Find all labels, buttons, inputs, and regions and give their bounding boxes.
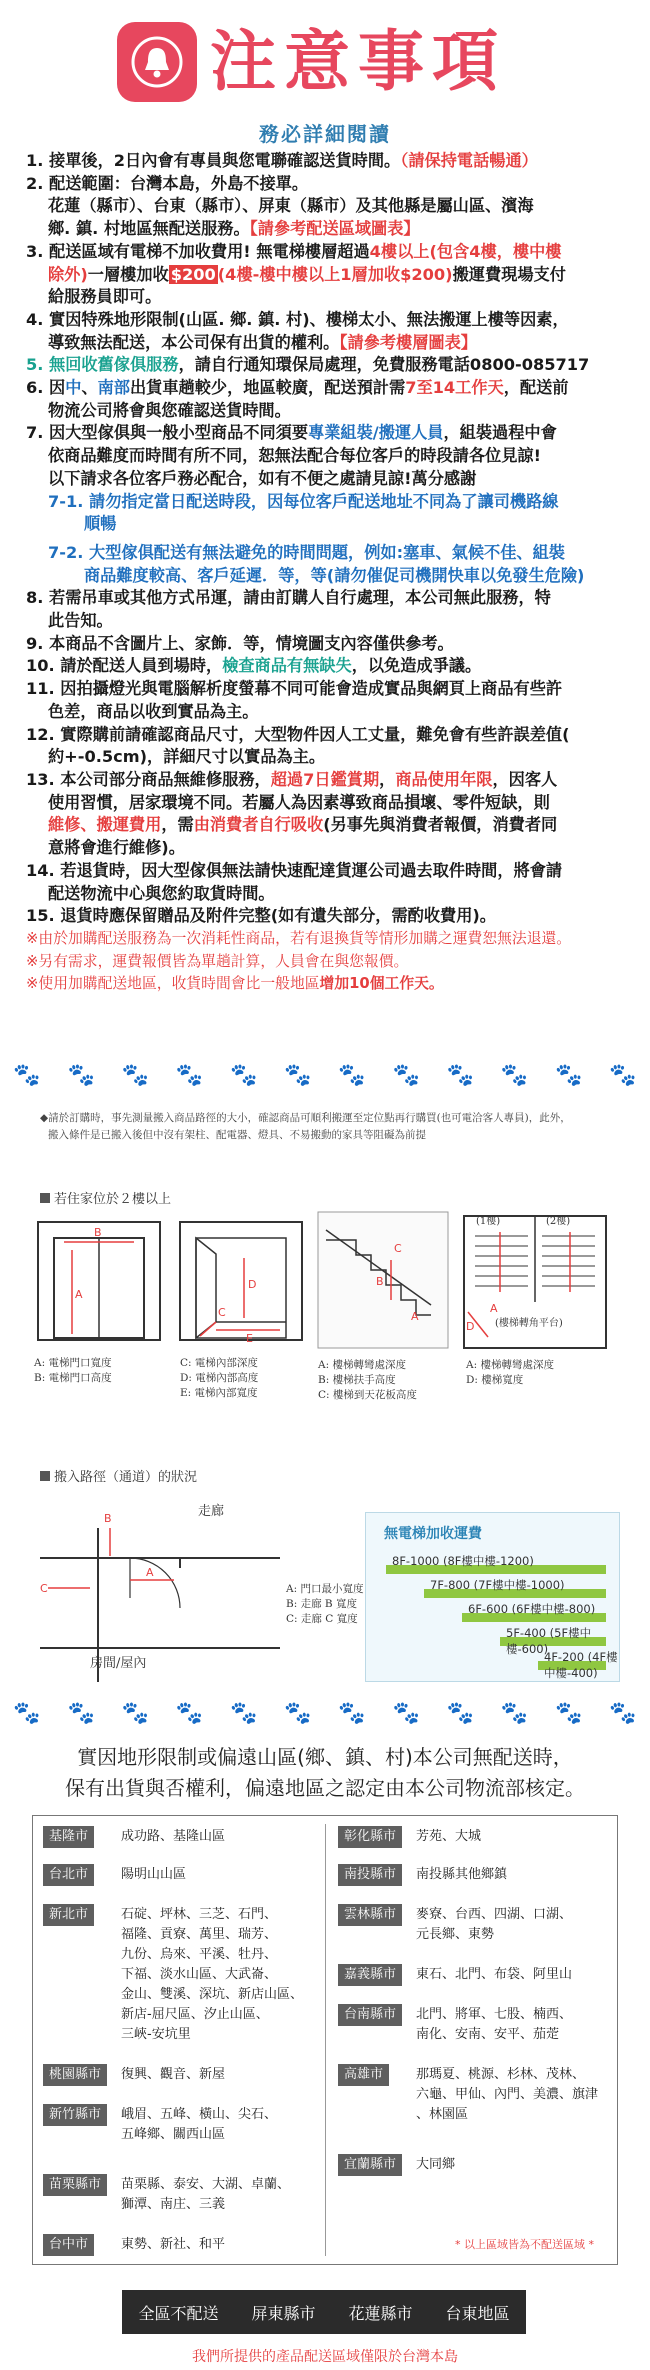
paw-icon: 🐾 <box>284 1700 312 1726</box>
stairs-side-captions: A: 樓梯轉彎處深度 B: 樓梯扶手高度 C: 樓梯到天花板高度 <box>318 1359 417 1401</box>
svg-text:A: A <box>490 1302 498 1315</box>
paw-icon: 🐾 <box>230 1700 258 1726</box>
svg-text:B: B <box>376 1275 384 1288</box>
note-3: 3. 配送區域有電梯不加收費用! 無電梯樓層超過4樓以上(包含4樓，樓中樓 <box>26 241 562 261</box>
floor-1-label: (1樓) <box>476 1216 501 1227</box>
excluded-region: 台東地區 <box>445 2303 510 2323</box>
paw-icon: 🐾 <box>121 1700 150 1726</box>
note-4: 4. 實因特殊地形限制(山區. 鄉. 鎮. 村)、樓梯太小、無法搬運上樓等因素， <box>26 309 569 329</box>
stairs-top-diagram <box>460 1212 610 1352</box>
elevator-door-captions: A: 電梯門口寬度 B: 電梯門口高度 <box>34 1357 112 1384</box>
paw-icon: 🐾 <box>13 1062 41 1088</box>
excluded-region: 屏東縣市 <box>251 2303 316 2323</box>
area-city-tag: 苗栗縣市 <box>43 2174 107 2196</box>
elevator-fee-panel <box>365 1512 620 1682</box>
stairs-side-diagram <box>316 1210 450 1350</box>
landing-label: (樓梯轉角平台) <box>495 1318 563 1329</box>
area-city-tag: 新北市 <box>43 1904 94 1926</box>
paw-icon: 🐾 <box>554 1700 583 1726</box>
note-2: 2. 配送範圍：台灣本島，外島不接單。 <box>26 173 309 193</box>
area-city-tag: 宜蘭縣市 <box>338 2154 402 2176</box>
paw-icon: 🐾 <box>175 1700 204 1726</box>
area-places: 北門、將軍、七股、楠西、 南化、安南、安平、茄萣 <box>416 2007 573 2042</box>
area-places: 苗栗縣、泰安、大湖、卓蘭、 獅潭、南庄、三義 <box>121 2177 291 2212</box>
paw-icon: 🐾 <box>500 1700 529 1726</box>
area-places: 大同鄉 <box>416 2157 456 2172</box>
fee-row: 8F-1000 (8F樓中樓-1200) <box>392 1554 534 1568</box>
note-13-line2: 使用習慣，居家環境不同。若屬人為因素導致商品損壞、零件短缺，則 <box>48 792 550 812</box>
note-7-line2: 依商品難度而時間有所不同，恕無法配合每位客戶的時段請各位見諒! <box>48 446 542 466</box>
note-13-line4: 意將會進行維修)。 <box>48 838 185 858</box>
note-2-line3: 鄉. 鎮. 村地區無配送服務。【請參考配送區域圖表】 <box>48 219 420 239</box>
note-7-1: 7-1. 請勿指定當日配送時段，因每位客戶配送地址不同為了讓司機路線 <box>48 491 559 511</box>
fee-row: 4F-200 (4F樓中樓-400) <box>544 1650 618 1680</box>
room-label: 房間/屋內 <box>90 1656 147 1671</box>
note-8-line2: 此告知。 <box>48 611 113 631</box>
paw-icon: 🐾 <box>392 1700 420 1726</box>
svg-text:C: C <box>218 1306 226 1319</box>
area-places: 東勢、新社、和平 <box>121 2237 226 2252</box>
measurement-note: ◆請於訂購時，事先測量搬入商品路徑的大小，確認商品可順利搬運至定位點再行購買(也可電洽客人專員)，此外， 搬入條件是已搬入後但中沒有架柱、配電器、燈具、不易搬動的家具等阻礙為前提 <box>40 1112 571 1141</box>
paw-icon: 🐾 <box>230 1062 258 1088</box>
area-places: 芳苑、大城 <box>416 1829 482 1844</box>
area-places: 南投縣其他鄉鎮 <box>416 1867 508 1882</box>
paw-icon: 🐾 <box>554 1062 583 1088</box>
note-7-2: 7-2. 大型傢俱配送有無法避免的時間問題，例如:塞車、氣候不佳、組裝 <box>48 542 565 562</box>
no-delivery-area-table <box>32 1815 618 2265</box>
paw-icon: 🐾 <box>609 1700 637 1726</box>
area-city-tag: 台北市 <box>43 1864 94 1886</box>
excluded-region: 全區不配送 <box>138 2303 219 2323</box>
paw-icon: 🐾 <box>338 1700 366 1726</box>
note-1: 1. 接單後，2日內會有專員與您電聯確認送貨時間。（請保持電話暢通） <box>26 151 538 170</box>
paw-icon: 🐾 <box>284 1062 312 1088</box>
svg-text:D: D <box>248 1278 257 1291</box>
note-7: 7. 因大型傢俱與一般小型商品不同須要專業組裝/搬運人員，組裝過程中會 <box>26 423 557 443</box>
paw-icon: 🐾 <box>609 1062 637 1088</box>
fee-row: 7F-800 (7F樓中樓-1000) <box>430 1578 565 1592</box>
fee-row: 5F-400 (5F樓中樓-600) <box>506 1626 592 1656</box>
area-city-tag: 台南縣市 <box>338 2004 402 2026</box>
area-city-tag: 高雄市 <box>338 2064 389 2086</box>
note-7-1-line2: 順暢 <box>84 514 117 534</box>
area-places: 東石、北門、布袋、阿里山 <box>416 1967 573 1982</box>
note-12: 12. 實際購前請確認商品尺寸，大型物件因人工丈量，難免會有些許誤差值( <box>26 724 570 744</box>
svg-text:A: A <box>411 1310 419 1323</box>
path-captions: A: 門口最小寬度 B: 走廊 B 寬度 C: 走廊 C 寬度 <box>286 1583 364 1625</box>
area-city-tag: 嘉義縣市 <box>338 1964 402 1986</box>
area-city-tag: 南投縣市 <box>338 1864 402 1886</box>
paw-icon: 🐾 <box>338 1062 366 1088</box>
note-5: 5. 無回收舊傢俱服務，請自行通知環保局處理，免費服務電話0800-085717 <box>26 355 590 375</box>
paw-icon: 🐾 <box>121 1062 150 1088</box>
page-title: 注意事項 <box>210 23 506 100</box>
area-places: 成功路、基隆山區 <box>121 1829 226 1844</box>
fee-title: 無電梯加收運費 <box>384 1526 482 1542</box>
elevator-interior-captions: C: 電梯內部深度 D: 電梯內部高度 E: 電梯內部寬度 <box>180 1357 259 1399</box>
paw-icon: 🐾 <box>446 1700 475 1726</box>
table-note: * 以上區域皆為不配送區域 * <box>455 2238 594 2251</box>
svg-text:C: C <box>394 1242 402 1255</box>
paw-icon: 🐾 <box>500 1062 529 1088</box>
svg-text:C: C <box>40 1582 48 1595</box>
note-6-line2: 物流公司將會與您確認送貨時間。 <box>48 400 291 420</box>
svg-text:A: A <box>75 1288 83 1301</box>
area-places: 復興、觀音、新屋 <box>121 2067 226 2082</box>
note-12-line2: 約+-0.5cm)，詳細尺寸以實品為主。 <box>48 747 326 767</box>
paw-icon: 🐾 <box>67 1062 95 1088</box>
excluded-region: 花蓮縣市 <box>348 2303 413 2323</box>
bell-icon <box>117 22 197 102</box>
area-places: 麥寮、台西、四湖、口湖、 元長鄉、東勢 <box>416 1907 573 1942</box>
area-city-tag: 基隆市 <box>43 1826 94 1848</box>
area-city-tag: 桃園縣市 <box>43 2064 107 2086</box>
paw-divider-2 <box>0 1700 650 1726</box>
footer-note: 我們所提供的產品配送區域僅限於台灣本島 <box>192 2349 458 2365</box>
note-2-line2: 花蓮（縣市）、台東（縣市）、屏東（縣市）及其他縣是屬山區、濱海 <box>48 196 534 216</box>
note-10: 10. 請於配送人員到場時，檢查商品有無缺失，以免造成爭議。 <box>26 656 482 676</box>
note-7-2-line2: 商品難度較高、客戶延遲．等，等(請勿催促司機開快車以免發生危險) <box>84 565 585 585</box>
area-places: 陽明山山區 <box>121 1867 187 1882</box>
note-8: 8. 若需吊車或其他方式吊運，請由訂購人自行處理，本公司無此服務，特 <box>26 588 551 608</box>
area-city-tag: 彰化縣市 <box>338 1826 402 1848</box>
elevator-interior-diagram <box>176 1218 308 1348</box>
area-places: 那瑪夏、桃源、杉林、茂林、 六龜、甲仙、內門、美濃、旗津 、林園區 <box>416 2067 599 2122</box>
square-icon <box>40 1471 50 1481</box>
note-14: 14. 若退貨時，因大型傢俱無法請快速配達貨運公司過去取件時間，將會請 <box>26 860 563 880</box>
area-city-tag: 雲林縣市 <box>338 1904 402 1926</box>
page-subtitle: 務必詳細閱讀 <box>259 122 391 146</box>
floor-2-label: (2樓) <box>546 1216 571 1227</box>
note-6: 6. 因中、南部出貨車趟較少，地區較廣，配送預計需7至14工作天，配送前 <box>26 378 569 398</box>
paw-divider-1 <box>0 1062 650 1088</box>
corridor-label: 走廊 <box>198 1504 225 1519</box>
path-diagram <box>40 1498 280 1682</box>
warning-2: ※另有需求，運費報價皆為單趟計算，人員會在與您報價。 <box>26 952 409 970</box>
square-icon <box>40 1193 50 1203</box>
paw-icon: 🐾 <box>13 1700 41 1726</box>
remote-area-banner: 實因地形限制或偏遠山區(鄉、鎮、村)本公司無配送時， 保有出貨與否權利，偏遠地區之認定由本公司物流部核定。 <box>65 1745 585 1800</box>
paw-icon: 🐾 <box>175 1062 204 1088</box>
note-11-line2: 色差，商品以收到實品為主。 <box>48 701 259 721</box>
excluded-regions-bar <box>122 2290 526 2334</box>
note-4-line2: 導致無法配送，本公司保有出貨的權利。【請參考樓層圖表】 <box>48 332 477 352</box>
svg-text:D: D <box>466 1320 475 1333</box>
section-title-upstairs: 若住家位於２樓以上 <box>40 1188 171 1207</box>
header <box>0 0 650 150</box>
svg-text:A: A <box>146 1566 154 1579</box>
area-city-tag: 台中市 <box>43 2234 94 2256</box>
warning-1: ※由於加購配送服務為一次消耗性商品，若有退換貨等情形加購之運費恕無法退還。 <box>26 929 572 947</box>
note-11: 11. 因拍攝燈光與電腦解析度螢幕不同可能會造成實品與網頁上商品有些許 <box>26 679 563 699</box>
area-places: 石碇、坪林、三芝、石門、 福隆、貢寮、萬里、瑞芳、 九份、烏來、平溪、牡丹、 下福、淡水山區、大武崙、 金山、雙溪、深坑、新店山區、 新店-屈尺區、汐止山區、 三峽-安坑里 <box>121 1907 304 2042</box>
paw-icon: 🐾 <box>392 1062 420 1088</box>
warning-3: ※使用加購配送地區，收貨時間會比一般地區增加10個工作天。 <box>26 975 444 993</box>
svg-text:B: B <box>94 1226 102 1239</box>
area-places: 峨眉、五峰、橫山、尖石、 五峰鄉、關西山區 <box>121 2107 278 2142</box>
note-15: 15. 退貨時應保留贈品及附件完整(如有遺失部分，需酌收費用)。 <box>26 906 496 926</box>
note-14-line2: 配送物流中心與您約取貨時間。 <box>48 883 275 903</box>
section-title-path: 搬入路徑（通道）的狀況 <box>40 1466 197 1485</box>
note-13-line3: 維修、搬運費用，需由消費者自行吸收(另事先與消費者報價，消費者同 <box>48 815 558 835</box>
fee-row: 6F-600 (6F樓中樓-800) <box>468 1602 596 1616</box>
area-city-tag: 新竹縣市 <box>43 2104 107 2126</box>
note-9: 9. 本商品不含圖片上、家飾．等，情境圖支內容僅供參考。 <box>26 633 454 653</box>
paw-icon: 🐾 <box>67 1700 95 1726</box>
stairs-top-captions: A: 樓梯轉彎處深度 D: 樓梯寬度 <box>466 1359 554 1386</box>
note-13: 13. 本公司部分商品無維修服務，超過7日鑑賞期，商品使用年限，因客人 <box>26 769 558 789</box>
svg-text:B: B <box>104 1512 112 1525</box>
paw-icon: 🐾 <box>446 1062 475 1088</box>
svg-text:E: E <box>246 1332 253 1345</box>
note-7-line3: 以下請求各位客戶務必配合，如有不便之處請見諒!萬分感謝 <box>48 468 477 488</box>
note-3-line2: 除外)一層樓加收 $200 (4樓-樓中樓以上1層加收$200)搬運費現場支付 <box>48 264 566 284</box>
notes-list <box>26 150 630 996</box>
elevator-door-diagram <box>34 1218 166 1348</box>
note-3-line3: 給服務員即可。 <box>48 287 162 307</box>
